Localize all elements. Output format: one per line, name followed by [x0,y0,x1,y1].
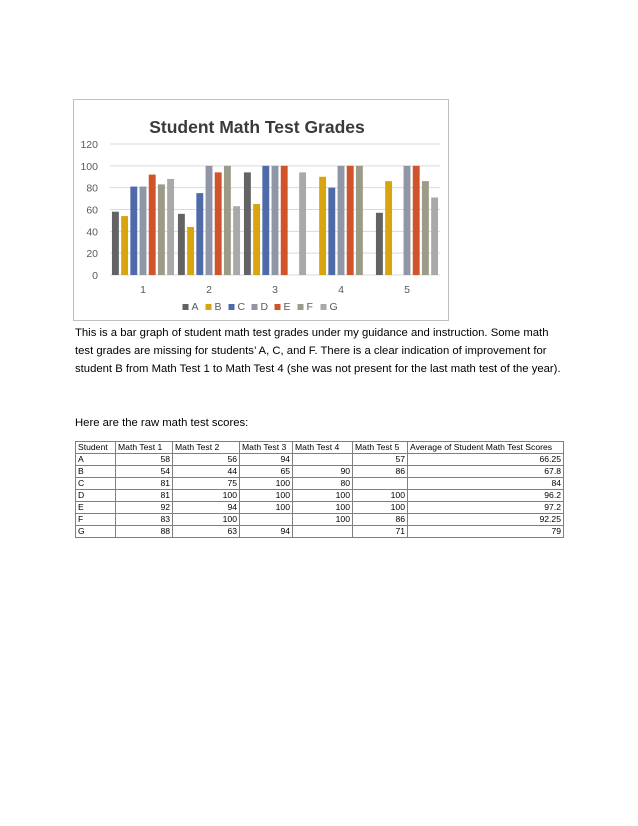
score-cell: 58 [116,454,173,466]
bar-G-test-5 [431,197,438,275]
column-header: Average of Student Math Test Scores [408,442,564,454]
score-cell [353,478,408,490]
bar-F-test-2 [224,166,231,275]
score-cell [240,514,293,526]
score-cell: 80 [293,478,353,490]
bar-E-test-5 [413,166,420,275]
table-row [76,478,564,490]
bar-B-test-1 [121,216,128,275]
y-tick-label: 80 [86,182,98,195]
score-cell: 83 [116,514,173,526]
chart-bars [112,166,438,275]
score-cell: 67.8 [408,466,564,478]
score-cell: 97.2 [408,502,564,514]
score-cell: 100 [173,514,240,526]
score-cell: 100 [353,502,408,514]
bar-C-test-3 [262,166,269,275]
score-cell: 90 [293,466,353,478]
legend-swatch [298,304,304,310]
column-header: Math Test 1 [116,442,173,454]
bar-E-test-4 [347,166,354,275]
bar-B-test-4 [319,177,326,275]
score-cell: 94 [240,526,293,538]
score-cell: 86 [353,466,408,478]
score-cell: 54 [116,466,173,478]
bar-B-test-2 [187,227,194,275]
bar-B-test-3 [253,204,260,275]
score-cell: 100 [240,502,293,514]
student-cell: G [76,526,116,538]
student-cell: C [76,478,116,490]
description-paragraph: This is a bar graph of student math test grades under my guidance and instruction. Some math test grades are missing for students’ A, C, and F. There is a clear indication of improvement for student B from Math Test 1 to Math Test 4 (she was not present for the last math test of the year). [75,327,561,375]
bar-B-test-5 [385,181,392,275]
bar-E-test-1 [149,175,156,275]
x-tick-label: 1 [140,284,146,296]
legend-label: D [260,301,269,313]
legend-label: B [214,301,222,313]
score-cell: 88 [116,526,173,538]
score-cell: 92 [116,502,173,514]
student-cell: E [76,502,116,514]
bar-F-test-4 [356,166,363,275]
score-cell: 96.2 [408,490,564,502]
x-axis-ticks [140,284,410,296]
score-cell: 100 [240,490,293,502]
bar-G-test-1 [167,179,174,275]
score-cell: 92.25 [408,514,564,526]
score-cell: 79 [408,526,564,538]
y-tick-label: 20 [86,248,98,261]
bar-A-test-2 [178,214,185,275]
score-cell: 56 [173,454,240,466]
column-header: Math Test 3 [240,442,293,454]
x-tick-label: 2 [206,284,212,296]
score-cell: 100 [293,490,353,502]
bar-A-test-1 [112,212,119,275]
y-tick-label: 0 [92,270,98,282]
table-body [76,454,564,538]
column-header: Student [76,442,116,454]
legend-swatch [321,304,327,310]
table-row [76,454,564,466]
table-row [76,490,564,502]
score-cell: 100 [293,502,353,514]
bar-G-test-3 [299,172,306,275]
score-cell: 65 [240,466,293,478]
legend-swatch [252,304,258,310]
score-cell [293,454,353,466]
column-header: Math Test 5 [353,442,408,454]
table-row [76,502,564,514]
student-cell: A [76,454,116,466]
x-tick-label: 3 [272,284,278,296]
bar-D-test-2 [206,166,213,275]
bar-C-test-4 [328,188,335,275]
student-cell: B [76,466,116,478]
bar-D-test-5 [404,166,411,275]
bar-A-test-3 [244,172,251,275]
bar-C-test-1 [130,187,137,275]
score-cell: 100 [240,478,293,490]
y-tick-label: 60 [86,204,98,217]
table-row [76,526,564,538]
bar-A-test-5 [376,213,383,275]
table-row [76,466,564,478]
score-cell: 100 [353,490,408,502]
chart-canvas [74,100,450,322]
score-cell: 81 [116,490,173,502]
table-header-row [76,442,564,454]
score-cell: 84 [408,478,564,490]
student-cell: D [76,490,116,502]
bar-G-test-2 [233,206,240,275]
column-header: Math Test 4 [293,442,353,454]
y-axis-ticks [80,139,98,282]
y-tick-label: 40 [86,226,98,239]
bar-C-test-2 [196,193,203,275]
student-cell: F [76,514,116,526]
score-cell: 81 [116,478,173,490]
legend-label: C [237,301,246,313]
bar-E-test-2 [215,172,222,275]
score-cell: 44 [173,466,240,478]
score-cell: 94 [240,454,293,466]
scores-intro-text: Here are the raw math test scores: [75,417,249,429]
score-cell: 66.25 [408,454,564,466]
bar-F-test-1 [158,184,165,275]
bar-E-test-3 [281,166,288,275]
table-row [76,514,564,526]
score-cell: 63 [173,526,240,538]
score-cell: 86 [353,514,408,526]
score-cell: 57 [353,454,408,466]
bar-chart [73,99,449,321]
scores-table [75,441,564,538]
x-tick-label: 4 [338,284,344,296]
legend-label: A [191,301,199,313]
legend-swatch [183,304,189,310]
legend-label: F [306,301,313,313]
bar-D-test-1 [140,187,147,275]
bar-D-test-3 [272,166,279,275]
score-cell [293,526,353,538]
legend-swatch [275,304,281,310]
score-cell: 71 [353,526,408,538]
legend-swatch [206,304,212,310]
column-header: Math Test 2 [173,442,240,454]
legend-swatch [229,304,235,310]
legend-label: E [283,301,291,313]
chart-title: Student Math Test Grades [149,117,365,137]
bar-F-test-5 [422,181,429,275]
score-cell: 100 [173,490,240,502]
chart-legend [183,301,338,313]
score-cell: 75 [173,478,240,490]
x-tick-label: 5 [404,284,410,296]
y-tick-label: 100 [80,160,98,173]
y-tick-label: 120 [80,139,98,151]
legend-label: G [329,301,338,313]
bar-D-test-4 [338,166,345,275]
score-cell: 94 [173,502,240,514]
score-cell: 100 [293,514,353,526]
